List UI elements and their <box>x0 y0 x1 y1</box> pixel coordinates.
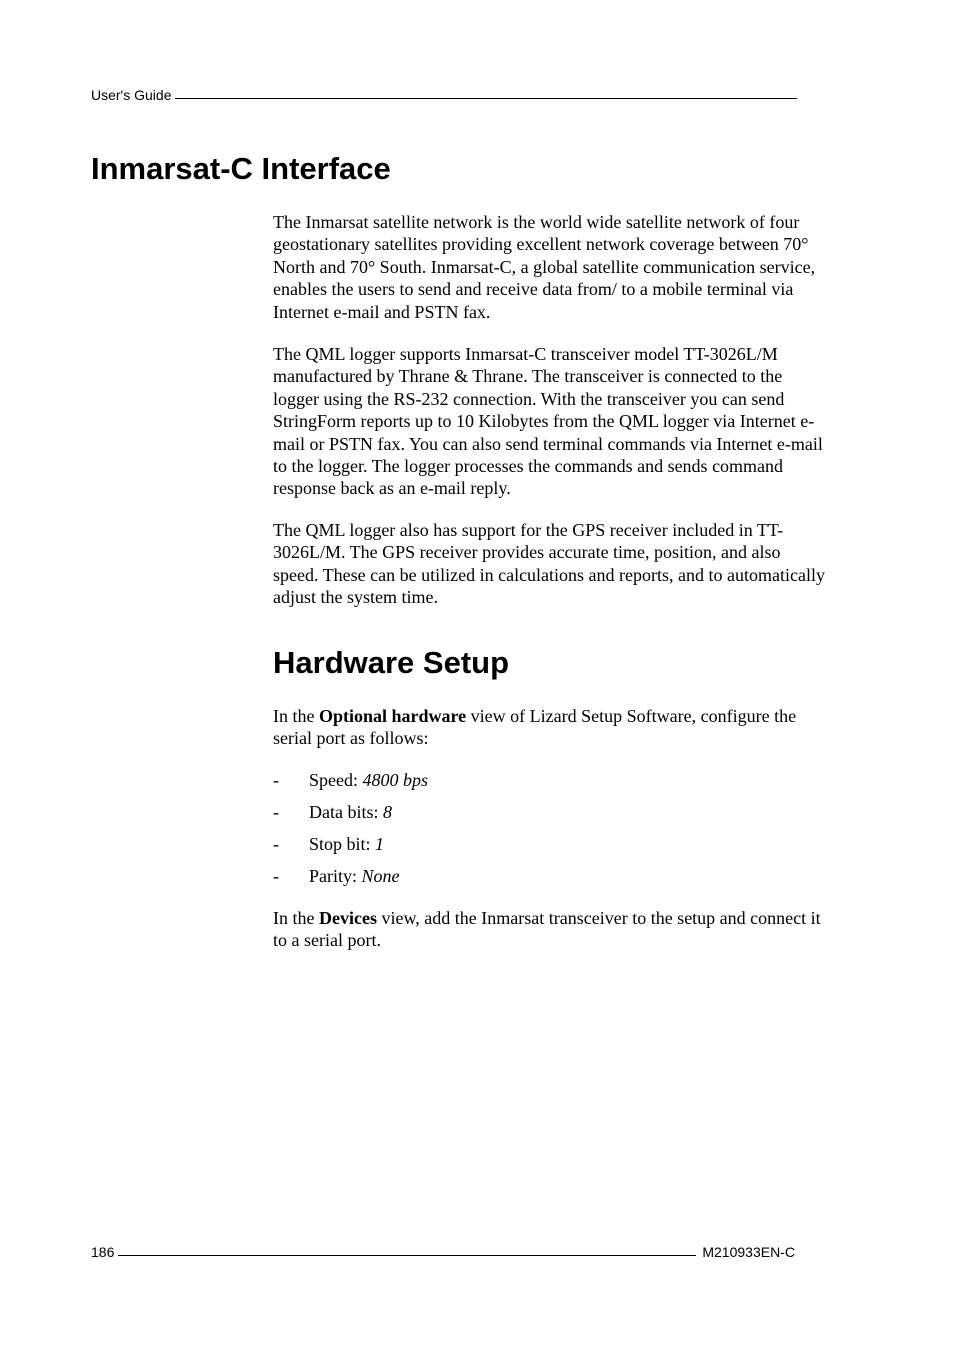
setting-label: Parity: <box>309 866 362 886</box>
list-item-parity <box>273 865 428 897</box>
paragraph-gps <box>273 519 825 609</box>
page-number: 186 <box>91 1244 115 1260</box>
setting-label: Stop bit: <box>309 834 376 854</box>
list-dash: - <box>273 866 279 886</box>
running-title: User's Guide <box>91 87 172 103</box>
serial-settings-list <box>273 769 428 897</box>
paragraph-text: The QML logger also has support for the GPS receiver included in TT-3026L/M. The GPS receiver provides accurate time, position, and also speed. These can be utilized in calculations and reports, and to automatically adjust the system time. <box>273 520 825 608</box>
document-code: M210933EN-C <box>702 1244 795 1260</box>
setting-value: 1 <box>375 834 385 854</box>
outro-text-before: In the <box>273 908 319 928</box>
intro-text-before: In the <box>273 706 319 726</box>
running-footer <box>91 1243 821 1261</box>
intro-text-after: view of Lizard Setup Software, configure the serial port as follows: <box>273 706 797 749</box>
paragraph-devices <box>273 907 825 952</box>
setting-value: 4800 bps <box>362 770 429 790</box>
header-rule <box>175 98 797 99</box>
paragraph-network <box>273 211 825 323</box>
setting-value: 8 <box>383 802 392 822</box>
paragraph-optional-hardware <box>273 705 825 750</box>
list-item-stop-bit <box>273 833 428 865</box>
paragraph-text: The QML logger supports Inmarsat-C transceiver model TT-3026L/M manufactured by Thrane & Thrane. The transceiver is connected to the logger using the RS-232 connection. With the transceiver you can send StringForm reports up to 10 Kilobytes from the QML logger via Internet e-mail or PSTN fax. You can also send terminal commands via Internet e-mail to the logger. The logger processes the commands and sends command response back as an e-mail reply. <box>273 344 823 499</box>
list-dash: - <box>273 770 279 790</box>
running-header <box>91 86 811 104</box>
list-item-data-bits <box>273 801 428 833</box>
setting-label: Data bits: <box>309 802 383 822</box>
section-title-inmarsat: Inmarsat-C Interface <box>91 151 391 186</box>
outro-text-after: view, add the Inmarsat transceiver to the setup and connect it to a serial port. <box>273 908 821 951</box>
section-title-hardware-setup: Hardware Setup <box>273 645 510 680</box>
setting-value: None <box>361 866 400 886</box>
paragraph-text: The Inmarsat satellite network is the world wide satellite network of four geostationary satellites providing excellent network coverage between 70° North and 70° South. Inmarsat-C, a global satellite communication service, enables the users to send and receive data from/ to a mobile terminal via Internet e-mail and PSTN fax. <box>273 212 816 322</box>
footer-rule <box>118 1255 696 1256</box>
intro-bold-term: Optional hardware <box>318 706 467 726</box>
setting-label: Speed: <box>309 770 363 790</box>
list-item-speed <box>273 769 428 801</box>
list-dash: - <box>273 834 279 854</box>
list-dash: - <box>273 802 279 822</box>
paragraph-transceiver <box>273 343 825 500</box>
outro-bold-term: Devices <box>318 908 377 928</box>
